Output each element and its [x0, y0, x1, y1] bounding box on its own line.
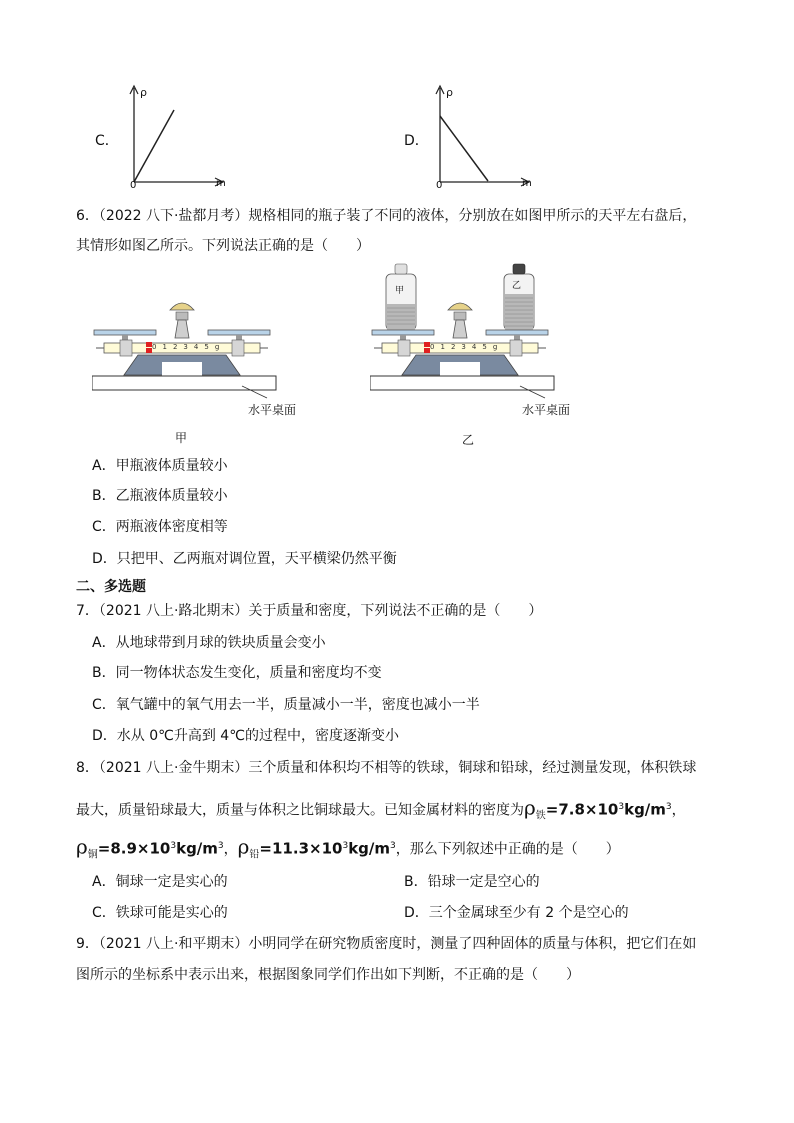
tick-g: g	[214, 343, 226, 351]
rho-symbol: ρ	[76, 834, 88, 859]
rho-lead-exp: 3	[342, 841, 349, 851]
rho-lead-unit: kg/m	[348, 839, 391, 858]
q8-comma: ，	[671, 802, 686, 819]
rho-lead-value: =11.3×10	[259, 839, 343, 858]
q6-option-a: A．甲瓶液体质量较小	[92, 458, 228, 474]
graph-c-letter: C．	[95, 133, 119, 149]
rho-lead-unit-exp: 3	[390, 841, 396, 851]
q7-option-a: A．从地球带到月球的铁块质量会变小	[92, 635, 326, 651]
q8-stem-line3	[76, 834, 620, 867]
tick-2: 2	[450, 343, 462, 351]
q7-option-d: D．水从 0℃升高到 4℃的过程中，密度逐渐变小	[92, 728, 399, 744]
balance-right-ticks	[430, 343, 503, 351]
q8-stem-line3-tail: ，那么下列叙述中正确的是（ ）	[395, 841, 620, 858]
tick-0: 0	[152, 343, 163, 351]
q7-option-c: C．氧气罐中的氧气用去一半，质量减小一半，密度也减小一半	[92, 697, 480, 713]
graph-c-axis-y: ρ	[140, 86, 147, 99]
rho-copper-unit-exp: 3	[217, 841, 224, 851]
graph-d	[400, 84, 550, 194]
q9-stem-line1: 9．（2021 八上·和平期末）小明同学在研究物质密度时，测量了四种固体的质量与体积，把它们在如	[76, 936, 697, 952]
rho-copper-sub: 铜	[87, 849, 98, 861]
tick-4: 4	[193, 343, 205, 351]
q8-stem-line2-text: 最大，质量铅球最大，质量与体积之比铜球最大。已知金属材料的密度为	[76, 802, 524, 819]
tick-1: 1	[162, 343, 173, 351]
table-label-left: 水平桌面	[248, 403, 297, 417]
rho-iron-exp: 3	[618, 802, 625, 812]
graph-d-axis-y: ρ	[446, 86, 453, 99]
tick-1: 1	[440, 343, 451, 351]
graph-c-axis-x: m	[216, 178, 226, 189]
tick-5: 5	[204, 343, 215, 351]
graph-d-axis-x: m	[522, 178, 532, 189]
tick-3: 3	[461, 343, 472, 351]
graph-d-line	[440, 116, 488, 181]
rho-copper-exp: 3	[170, 841, 177, 851]
rho-copper-unit: kg/m	[176, 839, 218, 858]
table-label-right: 水平桌面	[522, 403, 571, 417]
q8-option-b: B．铅球一定是空心的	[404, 874, 540, 890]
graph-c-line	[134, 110, 174, 182]
graph-c	[90, 84, 240, 194]
rho-symbol: ρ	[524, 795, 536, 820]
q8-comma-2: ，	[223, 841, 238, 858]
q6-option-d: D．只把甲、乙两瓶对调位置，天平横梁仍然平衡	[92, 551, 397, 567]
bottle-label-left: 甲	[395, 286, 405, 296]
tick-5: 5	[482, 343, 493, 351]
rho-iron-sub: 铁	[535, 810, 546, 822]
q6-stem-line1: 6．（2022 八下·盐都月考）规格相同的瓶子装了不同的液体，分别放在如图甲所示的天平左右盘后，	[76, 208, 697, 224]
q8-option-c: C．铁球可能是实心的	[92, 905, 228, 921]
q8-option-a: A．铜球一定是实心的	[92, 874, 228, 890]
figure-caption-right: 乙	[462, 433, 475, 447]
graph-d-letter: D．	[404, 133, 429, 149]
rho-iron-value: =7.8×10	[545, 800, 619, 819]
bottle-label-right: 乙	[512, 281, 522, 291]
q6-stem-line2: 其情形如图乙所示。下列说法正确的是（ ）	[76, 238, 370, 254]
graph-c-origin: 0	[130, 180, 137, 191]
tick-3: 3	[183, 343, 194, 351]
rho-copper-value: =8.9×10	[97, 839, 171, 858]
graph-d-origin: 0	[436, 180, 443, 191]
q6-option-b: B．乙瓶液体质量较小	[92, 488, 228, 504]
rho-symbol: ρ	[237, 834, 250, 859]
tick-4: 4	[471, 343, 483, 351]
q7-option-b: B．同一物体状态发生变化，质量和密度均不变	[92, 665, 382, 681]
q8-stem-line2	[76, 795, 686, 828]
tick-2: 2	[172, 343, 184, 351]
q8-option-d: D．三个金属球至少有 2 个是空心的	[404, 905, 629, 921]
rho-lead-sub: 铅	[249, 849, 260, 861]
rho-iron-unit-exp: 3	[665, 802, 672, 812]
section-heading-multi-choice: 二、多选题	[76, 579, 146, 595]
q8-stem-line1: 8．（2021 八上·金牛期末）三个质量和体积均不相等的铁球，铜球和铅球，经过测量发现，体积铁球	[76, 760, 697, 776]
q6-option-c: C．两瓶液体密度相等	[92, 519, 228, 535]
rho-iron-unit: kg/m	[624, 800, 666, 819]
q7-stem: 7．（2021 八上·路北期末）关于质量和密度，下列说法不正确的是（ ）	[76, 603, 543, 619]
q9-stem-line2: 图所示的坐标系中表示出来，根据图象同学们作出如下判断，不正确的是（ ）	[76, 967, 580, 983]
figure-caption-left: 甲	[175, 431, 188, 445]
graph-c-axes	[120, 84, 230, 194]
balance-left-ticks	[152, 343, 225, 351]
tick-0: 0	[430, 343, 441, 351]
tick-g: g	[492, 343, 504, 351]
